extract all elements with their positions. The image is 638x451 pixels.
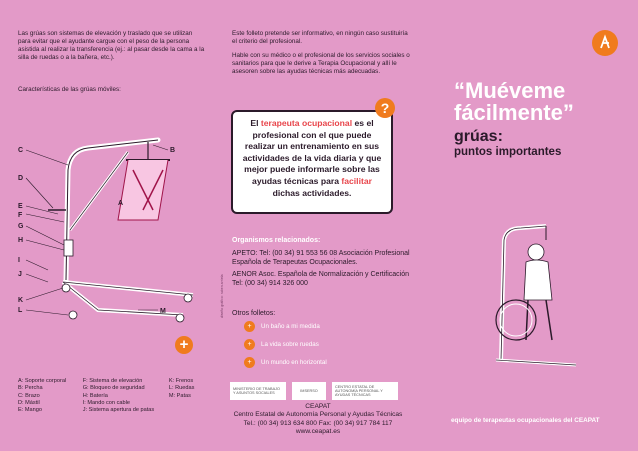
- folleto-item[interactable]: [244, 339, 319, 350]
- callout-box: [231, 110, 393, 214]
- org-list: [232, 250, 417, 292]
- ministry-logo: MINISTERIO DE TRABAJO Y ASUNTOS SOCIALES: [230, 382, 286, 400]
- legend-item: G: Bloqueo de seguridad: [82, 385, 145, 392]
- panel-cover: [424, 0, 638, 451]
- org-apeto: APETO: Tel: (00 34) 91 553 56 08 Asociación Profesional Española de Terapeutas Ocupacionales.: [232, 250, 410, 266]
- title-block: [454, 80, 574, 158]
- callout-highlight: facilitar: [341, 175, 372, 186]
- legend-item: B: Percha: [18, 385, 43, 392]
- folleto-label: Un baño a mi medida: [261, 323, 320, 330]
- crane-label-h: H: [18, 237, 24, 244]
- callout-text: El: [250, 118, 261, 128]
- disclaimer-text: Este folleto pretende ser informativo, en ningún caso sustituiría el criterio del profesional.: [232, 30, 408, 45]
- title-line: “Muéveme: [454, 78, 566, 103]
- logos-row: [230, 382, 420, 400]
- crane-label-l: L: [18, 307, 23, 314]
- crane-diagram: [8, 110, 208, 330]
- plus-icon: +: [175, 336, 193, 354]
- legend-item: A: Soporte corporal: [18, 378, 67, 384]
- legend-col-2: [83, 378, 163, 414]
- subtitle: grúas:: [454, 128, 503, 145]
- legend-item: H: Batería: [82, 392, 108, 399]
- crane-label-c: C: [18, 147, 24, 154]
- legend-item: K: Frenos: [168, 378, 194, 384]
- question-icon: ?: [375, 98, 395, 118]
- plus-icon: +: [244, 357, 255, 368]
- crane-legend: [18, 378, 208, 414]
- folleto-label: La vida sobre ruedas: [261, 341, 319, 348]
- callout-text: dichas actividades.: [272, 187, 352, 198]
- crane-label-m: M: [160, 308, 166, 315]
- legend-item: I: Mando con cable: [82, 399, 130, 406]
- crane-label-k: K: [18, 297, 24, 304]
- legend-item: E: Mango: [18, 407, 42, 414]
- crane-label-b: B: [170, 147, 176, 154]
- org-title: Organismos relacionados:: [232, 237, 321, 244]
- legend-item: J: Sistema apertura de patas: [82, 407, 155, 414]
- design-credit: diseño gráfico: ruben arrieta: [220, 274, 224, 318]
- crane-label-f: F: [18, 212, 23, 219]
- intro-text: Las grúas son sistemas de elevación y traslado que se utilizan para evitar que el ayudante cargue con el peso de la persona asistida al realizar la transferencia (ej.: al pasar desde la cama a la silla de ruedas o a la bañera, etc.).: [18, 30, 205, 61]
- plus-icon: +: [244, 339, 255, 350]
- crane-label-e: E: [18, 203, 23, 210]
- crane-wheelchair-illustration: [486, 220, 586, 370]
- org-aenor: AENOR Asoc. Española de Normalización y Certificación Tel: (00 34) 914 326 000: [232, 271, 410, 287]
- title-line: fácilmente”: [454, 100, 574, 125]
- crane-label-i: I: [18, 257, 20, 264]
- legend-item: M: Patas: [168, 392, 191, 399]
- ceapat-web[interactable]: www.ceapat.es: [295, 428, 341, 436]
- crane-label-g: G: [18, 223, 24, 230]
- crane-label-d: D: [18, 175, 24, 182]
- crane-label-a: A: [118, 200, 124, 207]
- ceapat-center: Centro Estatal de Autonomía Personal y Ayudas Técnicas: [233, 411, 403, 419]
- footer-credit: equipo de terapeutas ocupacionales del CEAPAT: [451, 417, 600, 424]
- brochure-title: [454, 80, 574, 124]
- legend-col-1: [18, 378, 77, 414]
- plus-icon: +: [244, 321, 255, 332]
- folleto-item[interactable]: [244, 357, 327, 368]
- ceapat-contact: [212, 403, 424, 437]
- ceapat-logo: CENTRO ESTATAL DE AUTONOMÍA PERSONAL Y AYUDAS TÉCNICAS: [332, 382, 398, 400]
- ceapat-name: CEAPAT: [305, 403, 331, 410]
- folletos-title: Otros folletos:: [232, 310, 276, 317]
- ceapat-phone: Tel.: (00 34) 913 634 800 Fax: (00 34) 917 784 117: [243, 419, 393, 427]
- legend-item: L: Ruedas: [168, 385, 195, 392]
- folleto-item[interactable]: [244, 321, 320, 332]
- crane-label-j: J: [18, 271, 22, 278]
- folleto-label: Un mundo en horizontal: [261, 359, 327, 366]
- imserso-logo: IMSERSO: [292, 382, 326, 400]
- callout-text: es el profesional con el que puede realizar un entrenamiento en sus actividades de la vida diaria y que mejor puede informarle sobre las ayudas técnicas para: [242, 118, 382, 186]
- legend-item: D: Mástil: [18, 399, 40, 406]
- subtitle-2: puntos importantes: [454, 146, 562, 158]
- panel-left: [0, 0, 212, 451]
- brand-logo-icon: [592, 30, 618, 56]
- legend-col-3: [169, 378, 208, 414]
- panel-middle: [212, 0, 424, 451]
- legend-item: F: Sistema de elevación: [82, 378, 143, 384]
- features-title: Características de las grúas móviles:: [18, 86, 121, 93]
- legend-item: C: Brazo: [18, 392, 40, 399]
- referral-text: Hable con su médico o el profesional de los servicios sociales o sanitarios para que le derive a Terapia Ocupacional y allí le asesoren sobre las ayudas técnicas más adecuadas.: [232, 52, 410, 75]
- callout-highlight: terapeuta ocupacional: [260, 118, 353, 128]
